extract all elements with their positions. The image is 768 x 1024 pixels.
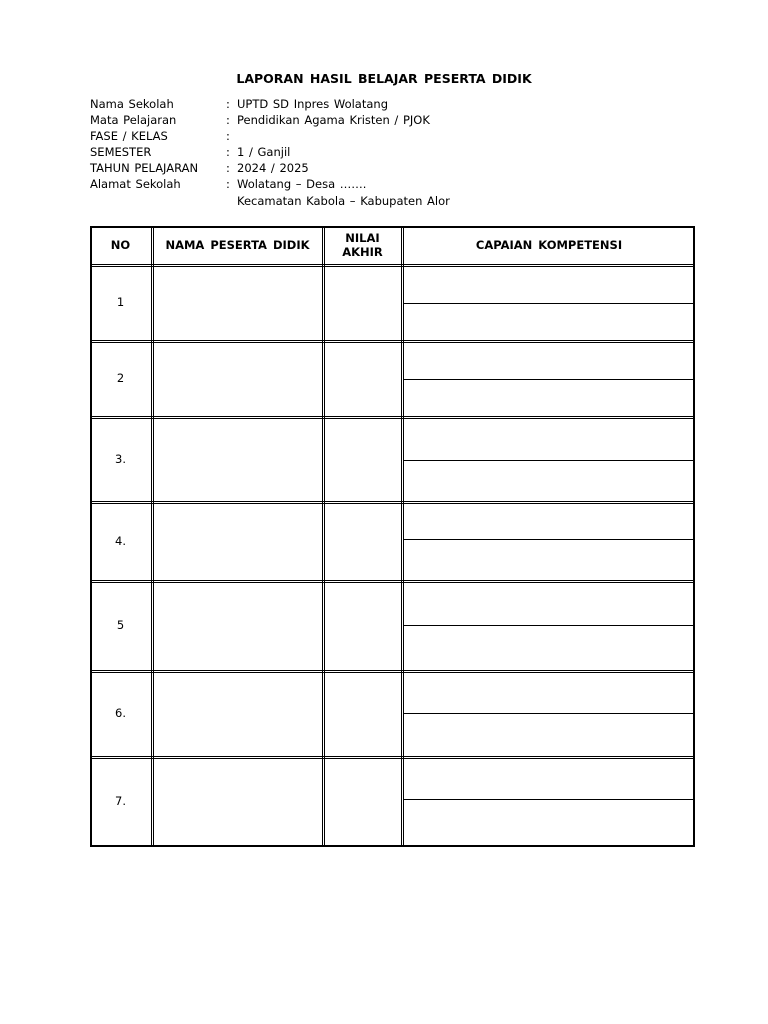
competency-divider-line — [404, 539, 693, 540]
info-colon: : — [226, 177, 230, 192]
row-separator-line — [90, 580, 695, 581]
header-final-score-line1: NILAI — [345, 231, 380, 245]
info-label: Nama Sekolah — [90, 97, 174, 111]
info-value: UPTD SD Inpres Wolatang — [237, 97, 388, 111]
column-separator-line — [401, 226, 402, 847]
info-value: 1 / Ganjil — [237, 145, 291, 160]
info-row-school-name — [90, 96, 450, 112]
row-separator-line — [90, 418, 695, 419]
info-label: Mata Pelajaran — [90, 113, 177, 128]
row-separator-line — [90, 582, 695, 583]
table-border-line — [90, 226, 695, 228]
report-title: LAPORAN HASIL BELAJAR PESERTA DIDIK — [236, 71, 532, 86]
table-row-number: 7. — [115, 793, 126, 808]
column-separator-line — [322, 226, 323, 847]
header-competency: CAPAIAN KOMPETENSI — [475, 238, 623, 252]
info-colon: : — [226, 161, 230, 176]
info-row-school-year — [90, 160, 450, 176]
info-value: 2024 / 2025 — [237, 161, 309, 176]
address-continuation: Kecamatan Kabola – Kabupaten Alor — [237, 193, 450, 208]
info-label: Alamat Sekolah — [90, 177, 181, 192]
student-results-table — [90, 226, 695, 846]
table-row-number: 5 — [116, 618, 125, 632]
info-label: TAHUN PELAJARAN — [90, 161, 199, 176]
table-row-number: 6. — [115, 706, 126, 720]
info-value: Pendidikan Agama Kristen / PJOK — [237, 113, 430, 128]
info-colon: : — [226, 113, 230, 128]
info-colon: : — [226, 129, 230, 144]
column-separator-line — [151, 226, 152, 847]
row-separator-line — [90, 501, 695, 502]
competency-divider-line — [404, 303, 693, 304]
competency-divider-line — [404, 713, 693, 714]
header-no: NO — [110, 238, 131, 252]
school-info-block — [90, 96, 450, 209]
row-separator-line — [90, 264, 695, 265]
row-separator-line — [90, 670, 695, 671]
header-final-score-line2: AKHIR — [342, 245, 383, 259]
table-row-number: 3. — [115, 451, 126, 466]
competency-divider-line — [404, 625, 693, 626]
column-separator-line — [324, 226, 325, 847]
header-student-name: NAMA PESERTA DIDIK — [165, 238, 310, 252]
info-colon: : — [226, 145, 230, 160]
row-separator-line — [90, 503, 695, 504]
row-separator-line — [90, 342, 695, 343]
info-label: FASE / KELAS — [90, 129, 168, 144]
header-final-score — [324, 226, 401, 264]
competency-divider-line — [404, 799, 693, 800]
info-label: SEMESTER — [90, 145, 152, 160]
competency-divider-line — [404, 460, 693, 461]
column-separator-line — [403, 226, 404, 847]
row-separator-line — [90, 756, 695, 757]
table-row-number: 1 — [116, 295, 125, 309]
column-separator-line — [153, 226, 154, 847]
info-row-semester — [90, 144, 450, 160]
table-border-line — [693, 226, 695, 847]
row-separator-line — [90, 416, 695, 417]
info-value: Wolatang – Desa ……. — [237, 177, 367, 192]
row-separator-line — [90, 672, 695, 673]
info-row-address — [90, 176, 450, 192]
info-row-phase-class — [90, 128, 450, 144]
row-separator-line — [90, 758, 695, 759]
table-border-line — [90, 845, 695, 847]
row-separator-line — [90, 340, 695, 341]
competency-divider-line — [404, 379, 693, 380]
table-row-number: 2 — [116, 371, 125, 385]
info-row-subject — [90, 112, 450, 128]
row-separator-line — [90, 266, 695, 267]
info-colon: : — [226, 97, 230, 111]
table-row-number: 4. — [115, 533, 126, 548]
